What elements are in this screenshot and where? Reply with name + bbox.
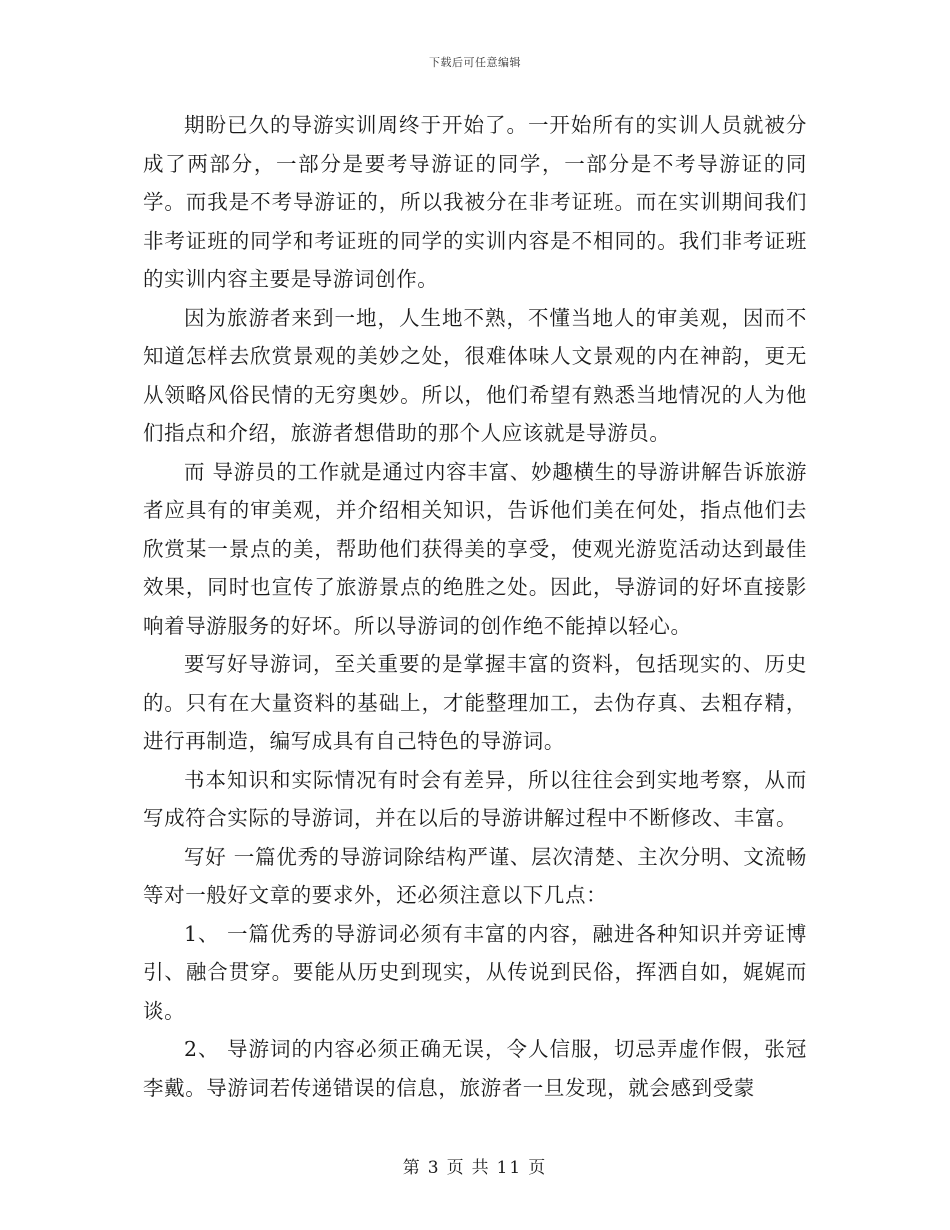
- document-body: [143, 106, 807, 1107]
- page-footer: [0, 1153, 950, 1178]
- footer-page-number: 3: [427, 1158, 441, 1178]
- footer-prefix: 第: [402, 1158, 422, 1178]
- paragraph-2: 因为旅游者来到一地，人生地不熟，不懂当地人的审美观，因而不知道怎样去欣赏景观的美妙之处，很难体味人文景观的内在神韵，更无从领略风俗民情的无穷奥妙。所以，他们希望有熟悉当地情况的人为他们指点和介绍，旅游者想借助的那个人应该就是导游员。: [143, 305, 807, 445]
- footer-suffix: 页: [528, 1158, 548, 1178]
- footer-total-label: 共: [471, 1158, 491, 1178]
- paragraph-8: 2、 导游词的内容必须正确无误，令人信服，切忌弄虚作假，张冠李戴。导游词若传递错误的信息，旅游者一旦发现，就会感到受蒙: [143, 1037, 807, 1100]
- paragraph-7: 1、 一篇优秀的导游词必须有丰富的内容，融进各种知识并旁证博引、融合贯穿。要能从历史到现实，从传说到民俗，挥洒自如，娓娓而谈。: [143, 921, 807, 1023]
- paragraph-3: 而 导游员的工作就是通过内容丰富、妙趣横生的导游讲解告诉旅游者应具有的审美观，并介绍相关知识，告诉他们美在何处，指点他们去欣赏某一景点的美，帮助他们获得美的享受，使观光游览活动达到最佳效果，同时也宣传了旅游景点的绝胜之处。因此，导游词的好坏直接影响着导游服务的好坏。所以导游词的创作绝不能掉以轻心。: [143, 459, 807, 638]
- footer-total-pages: 11: [496, 1158, 523, 1178]
- footer-page-label: 页: [446, 1158, 466, 1178]
- paragraph-4: 要写好导游词，至关重要的是掌握丰富的资料，包括现实的、历史的。只有在大量资料的基础上，才能整理加工，去伪存真、去粗存精，进行再制造，编写成具有自己特色的导游词。: [143, 652, 807, 753]
- page-header: [0, 54, 950, 70]
- paragraph-5: 书本知识和实际情况有时会有差异，所以往往会到实地考察，从而写成符合实际的导游词，并在以后的导游讲解过程中不断修改、丰富。: [143, 767, 807, 830]
- paragraph-6: 写好 一篇优秀的导游词除结构严谨、层次清楚、主次分明、文流畅等对一般好文章的要求外，还必须注意以下几点：: [143, 844, 807, 907]
- header-text: 下载后可任意编辑: [429, 56, 521, 69]
- paragraph-1: 期盼已久的导游实训周终于开始了。一开始所有的实训人员就被分成了两部分，一部分是要考导游证的同学，一部分是不考导游证的同学。而我是不考导游证的，所以我被分在非考证班。而在实训期间我们非考证班的同学和考证班的同学的实训内容是不相同的。我们非考证班的实训内容主要是导游词创作。: [143, 113, 807, 291]
